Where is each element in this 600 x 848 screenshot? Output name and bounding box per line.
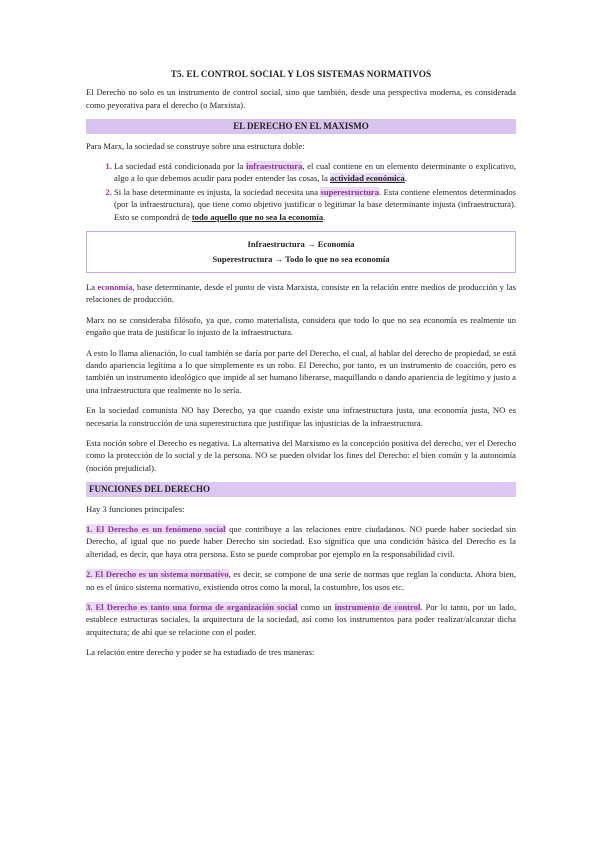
comunista-paragraph: En la sociedad comunista NO hay Derecho, ya que cuando existe una infraestructura justa, una economía justa, NO es necesaria la construcción de una superestructura que justifique las injusticias de la infraestructura. (86, 405, 516, 428)
summary-line-infraestructura: Infraestructura → Economía (247, 239, 355, 250)
summary-line-superestructura: Superestructura → Todo lo que no sea economía (212, 254, 390, 265)
list-item-text: . (323, 211, 326, 222)
alienacion-paragraph: A esto lo llama alienación, lo cual también se daría por parte del Derecho, el cual, al hablar del derecho de propiedad, se está dando apariencia legítima a lo que simplemente es un robo. El Derecho, por tanto, es un instrumento de coacción, pero es también un instrumento ideológico que impide al ser humano liberarse, maquillando o dando apariencia de legítimo y justo a una infraestructura que realmente no lo sería. (86, 347, 516, 395)
list-item (114, 186, 516, 223)
term-actividad-economica: actividad económica (329, 173, 405, 184)
summary-box (86, 231, 516, 273)
paragraph-text: . Por lo tanto, por un lado, establece estructuras sociales, la arquitectura de la sociedad, así como los instrumentos para poder realizar/alcanzar dicha arquitectura; de ahí que se relacione con el poder. (86, 602, 516, 637)
paragraph-text: , es decir, se compone de una serie de normas que reglan la conducta. Ahora bien, no es el único sistema normativo, existiendo otros como la moral, la costumbre, los usos etc. (86, 569, 516, 592)
section-heading-marxismo: EL DERECHO EN EL MAXISMO (86, 119, 516, 133)
funcion-2-paragraph (86, 568, 516, 593)
term-instrumento-control: instrumento de control (334, 602, 421, 612)
term-organizacion-social: 3. El Derecho es tanto una forma de organización social (86, 602, 298, 612)
list-item (114, 160, 516, 185)
economia-paragraph (86, 281, 516, 306)
section-heading-funciones: FUNCIONES DEL DERECHO (86, 482, 516, 496)
paragraph-text: La (86, 281, 98, 292)
list-item-text: . (404, 173, 407, 184)
page-title: T5. EL CONTROL SOCIAL Y LOS SISTEMAS NORMATIVOS (170, 69, 432, 79)
hay3-paragraph: Hay 3 funciones principales: (86, 503, 185, 514)
list-item-text: . Esta contiene elementos determinados (por la infraestructura), que tiene como objetivo justificar o legitimar la base determinante injusta (infraestructura). Esto se compondrá de (114, 186, 516, 222)
term-superestructura: superestructura (320, 186, 380, 197)
nocion-paragraph: Esta noción sobre el Derecho es negativa. La alternativa del Marxismo es la concepción positiva del derecho, ver el Derecho como la protección de lo social y de la persona. NO se pueden olvidar los fines del Derecho: el bien común y la autonomía (noción prejudicial). (86, 437, 516, 473)
funcion-3-paragraph (86, 601, 516, 638)
term-fenomeno-social: 1. El Derecho es un fenómeno social (86, 523, 226, 534)
funcion-1-paragraph (86, 523, 516, 560)
term-no-economia: todo aquello que no sea la economía (191, 211, 324, 222)
term-sistema-normativo: 2. El Derecho es un sistema normativo (86, 569, 229, 580)
document-page (86, 68, 516, 667)
list-item-text: Si la base determinante es injusta, la sociedad necesita una (114, 186, 321, 197)
intro-paragraph: El Derecho no solo es un instrumento de control social, sino que también, desde una perspectiva moderna, es considerada como peyorativa para el derecho (o Marxista). (86, 87, 516, 110)
marx-intro-paragraph: Para Marx, la sociedad se construye sobre una estructura doble: (86, 140, 305, 151)
list-item-text: , el cual contiene en un elemento determinante o explicativo, algo a lo que debemos acudir para poder entender las cosas, la (114, 161, 516, 184)
term-economia: economía (97, 281, 133, 292)
list-item-text: La sociedad está condicionada por la (114, 161, 247, 172)
paragraph-text: que contribuye a las relaciones entre ciudadanos. NO puede haber sociedad sin Derecho, al igual que no puede haber Derecho sin sociedad. Eso significa que una condición básica del Derecho es la alteridad, es decir, que haya otra persona. Esto se puede comprobar por ejemplo en la responsabilidad civil. (86, 523, 516, 559)
structure-list (86, 160, 516, 223)
relacion-paragraph: La relación entre derecho y poder se ha estudiado de tres maneras: (86, 647, 315, 658)
marx-filosofo-paragraph: Marx no se consideraba filósofo, ya que, como materialista, considera que todo lo que no sea economía es realmente un engaño que trata de justificar lo injusto de la infraestructura. (86, 314, 516, 338)
term-infraestructura: infraestructura (246, 161, 303, 172)
paragraph-text: , base determinante, desde el punto de vista Marxista, consiste en la relación entre medios de producción y las relaciones de producción. (86, 281, 517, 305)
paragraph-text: como un (297, 602, 335, 612)
